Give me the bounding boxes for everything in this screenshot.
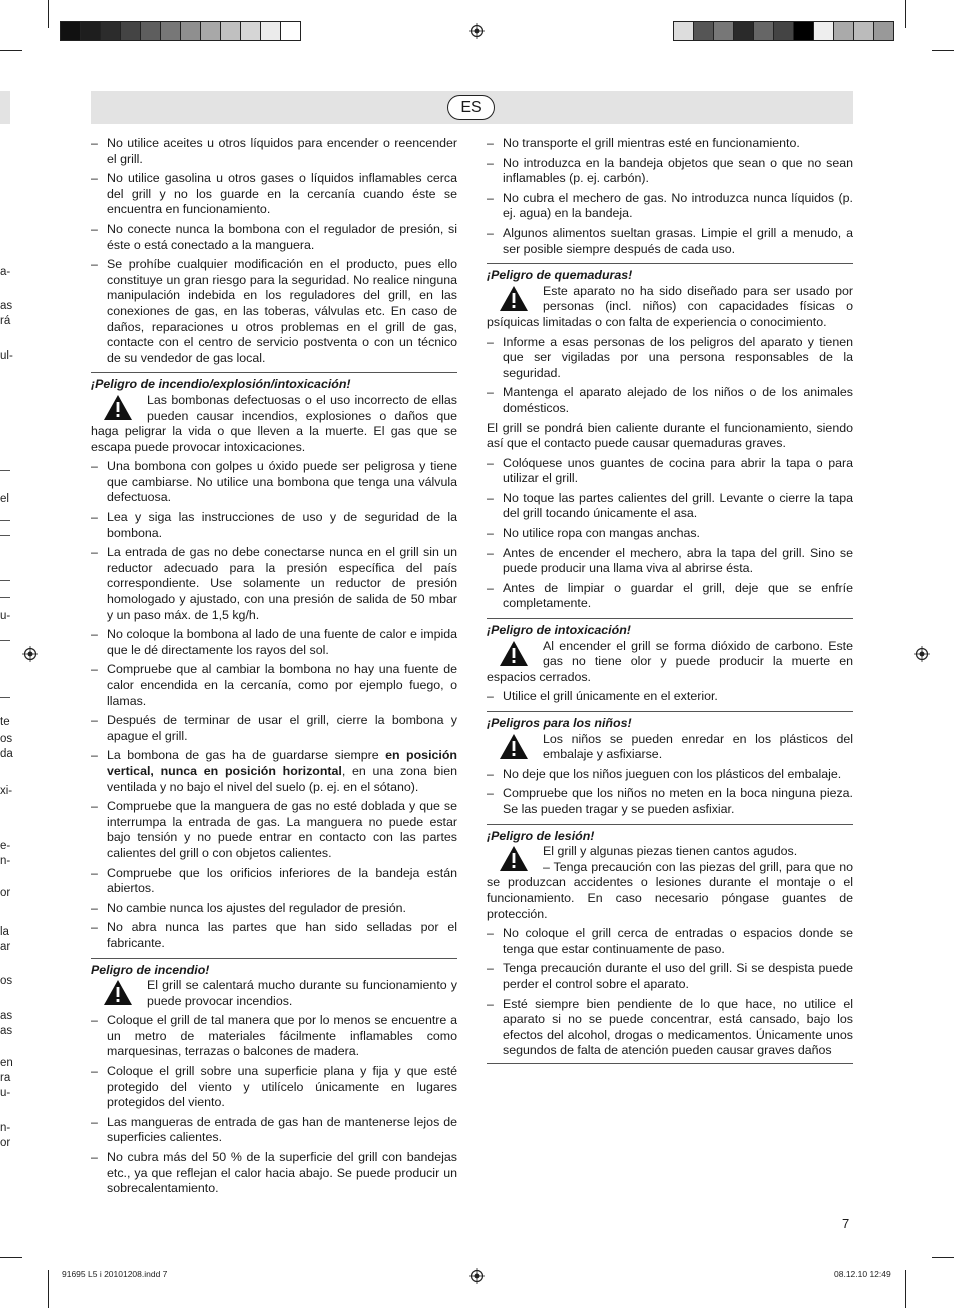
list-item: – La entrada de gas no debe conectarse nunca en el grill sin un reductor adecuado para la presión específica del país correspondiente. Use solamente un reductor de presión homologado y ajustado, con una presión de salida de 50 mbar y un paso máx. de 1,5 kg/h. xyxy=(91,545,457,623)
warning-title: ¡Peligro de lesión! xyxy=(487,824,853,845)
color-swatch xyxy=(260,21,281,41)
page-fragment-rule xyxy=(0,697,10,698)
bullet-list xyxy=(91,748,457,795)
warning-text: Las bombonas defectuosas o el uso incorrecto de ellas pueden causar incendios, explosiones o daños que haga peligrar la vida o que lleven a la muerte. El gas que se escapa puede provocar intoxicaciones. xyxy=(91,392,457,454)
crop-mark xyxy=(932,1257,954,1258)
warning-title: ¡Peligros para los niños! xyxy=(487,711,853,732)
list-item: – No cubra el mechero de gas. No introduzca nunca líquidos (p. ej. agua) en la bandeja. xyxy=(487,191,853,222)
page-fragment-text: la xyxy=(0,926,9,938)
list-item: – No cambie nunca los ajustes del regulador de presión. xyxy=(91,901,457,917)
bullet-list xyxy=(91,799,457,951)
list-item: – Utilice el grill únicamente en el exterior. xyxy=(487,689,853,705)
list-item: – Compruebe que la manguera de gas no esté doblada y que se interrumpa la entrada de gas. La manguera no puede estar bajo tensión y no puede entrar en contacto con las partes calientes del grill o con objetos calientes. xyxy=(91,799,457,861)
bullet-list xyxy=(91,459,457,744)
color-swatch xyxy=(773,21,794,41)
color-swatch xyxy=(100,21,121,41)
list-item: – Se prohíbe cualquier modificación en el producto, pues ello constituye un gran riesgo para la seguridad. No realice ninguna manipulación indebida en los reguladores del grill, en las conexiones de gas, en las toberas, válvulas etc. En caso de daños, reparaciones u otros problemas en el grill de gas, contacte con el centro de servicio postventa o con un técnico de su vendedor de gas local. xyxy=(91,257,457,366)
crop-mark xyxy=(48,0,49,28)
list-item: – Lea y siga las instrucciones de uso y de seguridad de la bombona. xyxy=(91,510,457,541)
crop-mark xyxy=(905,0,906,28)
warning-text: Al encender el grill se forma dióxido de carbono. Este gas no tiene olor y puede producir la muerte en espacios cerrados. xyxy=(487,638,853,684)
bullet-list xyxy=(487,689,853,705)
color-swatch xyxy=(240,21,261,41)
warning-title: ¡Peligro de intoxicación! xyxy=(487,618,853,639)
list-item: – Tenga precaución durante el uso del grill. Si se despista puede perder el control sobre el aparato. xyxy=(487,961,853,992)
warning-triangle-icon xyxy=(103,979,133,1006)
warning-text: Este aparato no ha sido diseñado para ser usado por personas (incl. niños) con capacidades físicas o psíquicas limitadas o con falta de experiencia o conocimiento. xyxy=(487,283,853,329)
bullet-list xyxy=(487,767,853,818)
page-fragment-text: ul- xyxy=(0,350,13,362)
list-item: – No deje que los niños jueguen con los plásticos del embalaje. xyxy=(487,767,853,783)
list-item: – La bombona de gas ha de guardarse siempre en posición vertical, nunca en posición horizontal, en una zona bien ventilada y no bajo el nivel del suelo (p. ej. en el sótano). xyxy=(91,748,457,795)
page-fragment-rule xyxy=(0,520,10,521)
page-fragment-rule xyxy=(0,580,10,581)
crop-mark xyxy=(48,1270,49,1308)
paragraph: El grill se pondrá bien caliente durante el funcionamiento, siendo así que el contacto puede causar quemaduras graves. xyxy=(487,420,853,451)
bullet-list xyxy=(487,136,853,257)
list-item: – No utilice aceites u otros líquidos para encender o reencender el grill. xyxy=(91,136,457,167)
color-swatch xyxy=(673,21,694,41)
registration-mark-icon xyxy=(469,23,485,39)
page-fragment-rule xyxy=(0,470,10,471)
color-swatch xyxy=(200,21,221,41)
crop-mark xyxy=(905,1270,906,1308)
color-swatch xyxy=(833,21,854,41)
list-item: – No abra nunca las partes que han sido selladas por el fabricante. xyxy=(91,920,457,951)
list-item: – Antes de limpiar o guardar el grill, deje que se enfríe completamente. xyxy=(487,581,853,612)
color-swatch xyxy=(160,21,181,41)
footer-timestamp: 08.12.10 12:49 xyxy=(834,1269,891,1279)
bullet-list xyxy=(91,136,457,366)
list-item: – No utilice ropa con mangas anchas. xyxy=(487,526,853,542)
page-fragment-text: en xyxy=(0,1057,13,1069)
page-fragment-text: ar xyxy=(0,941,11,953)
list-item: – Colóquese unos guantes de cocina para abrir la tapa o para utilizar el grill. xyxy=(487,456,853,487)
page-fragment-text: el xyxy=(0,493,9,505)
color-swatch xyxy=(693,21,714,41)
warning-triangle-icon xyxy=(499,285,529,312)
page-fragment-text: as xyxy=(0,300,13,312)
page-fragment-text: or xyxy=(0,1137,11,1149)
warning-title: ¡Peligro de incendio/explosión/intoxicación! xyxy=(91,372,457,393)
page-fragment-text: os xyxy=(0,975,13,987)
bullet-list xyxy=(487,926,853,1059)
page-fragment-text: u- xyxy=(0,610,11,622)
list-item: – No coloque el grill cerca de entradas o espacios donde se tenga que estar continuamente de paso. xyxy=(487,926,853,957)
prev-page-band xyxy=(0,91,10,124)
color-swatch xyxy=(813,21,834,41)
color-swatch xyxy=(713,21,734,41)
page-number: 7 xyxy=(842,1216,850,1231)
page-fragment-rule xyxy=(0,597,10,598)
warning-title: Peligro de incendio! xyxy=(91,958,457,979)
warning-triangle-icon xyxy=(103,394,133,421)
warning-triangle-icon xyxy=(499,640,529,667)
color-swatch xyxy=(60,21,81,41)
list-item: – Coloque el grill de tal manera que por lo menos se encuentre a un metro de materiales fácilmente inflamables como marquesinas, terrazas o balcones de madera. xyxy=(91,1013,457,1060)
list-item: – No coloque la bombona al lado de una fuente de calor e impida que le dé directamente los rayos del sol. xyxy=(91,627,457,658)
page-fragment-rule xyxy=(0,640,10,641)
list-item: – No transporte el grill mientras esté en funcionamiento. xyxy=(487,136,853,152)
list-item: – Esté siempre bien pendiente de lo que hace, no utilice el aparato si no se puede concentrar, está cansado, bajo los efectos del alcohol, drogas o medicamentos. Únicamente unos segundos de falta de atención pueden causar graves daños xyxy=(487,997,853,1059)
color-swatch xyxy=(793,21,814,41)
page-fragment-text: n- xyxy=(0,1122,11,1134)
list-item: – Una bombona con golpes u óxido puede ser peligrosa y tiene que cambiarse. No utilice una bombona que tenga una válvula defectuosa. xyxy=(91,459,457,506)
page-fragment-text: ra xyxy=(0,1072,11,1084)
color-swatch xyxy=(140,21,161,41)
color-swatch xyxy=(180,21,201,41)
color-swatch xyxy=(120,21,141,41)
color-swatch xyxy=(280,21,301,41)
warning-triangle-icon xyxy=(499,845,529,872)
list-item: – Las mangueras de entrada de gas han de mantenerse lejos de superficies calientes. xyxy=(91,1115,457,1146)
warning-text: El grill y algunas piezas tienen cantos agudos. – Tenga precaución con las piezas del grill, para que no se produzcan accidentes o lesiones durante el montaje o el funcionamiento. En caso necesario póngase guantes de protección. xyxy=(487,844,853,921)
warning-text: El grill se calentará mucho durante su funcionamiento y puede provocar incendios. xyxy=(91,978,457,1009)
page-fragment-text: or xyxy=(0,887,11,899)
color-swatch xyxy=(873,21,894,41)
list-item: – Informe a esas personas de los peligros del aparato y tienen que ser vigiladas por una persona responsables de la seguridad. xyxy=(487,335,853,382)
list-item: – No utilice gasolina u otros gases o líquidos inflamables cerca del grill y no los guarde en la cercanía cuando éste se encuentra en funcionamiento. xyxy=(91,171,457,218)
list-item: – No cubra más del 50 % de la superficie del grill con bandejas etc., ya que reflejan el calor hacia abajo. Se puede producir un sobrecalentamiento. xyxy=(91,1150,457,1197)
page-fragment-text: da xyxy=(0,748,13,760)
list-item: – No toque las partes calientes del grill. Levante o cierre la tapa del grill tocando únicamente el asa. xyxy=(487,491,853,522)
right-column xyxy=(487,136,853,1064)
list-item: – Coloque el grill sobre una superficie plana y fija y que esté protegido del viento y utilícelo únicamente en lugares protegidos del viento. xyxy=(91,1064,457,1111)
color-swatch xyxy=(733,21,754,41)
bullet-list xyxy=(487,456,853,612)
list-item: – No introduzca en la bandeja objetos que sean o que no sean inflamables (p. ej. carbón). xyxy=(487,156,853,187)
warning-triangle-icon xyxy=(499,733,529,760)
page-fragment-text: as xyxy=(0,1010,13,1022)
registration-mark-icon xyxy=(914,646,930,662)
page-fragment-text: u- xyxy=(0,1087,11,1099)
page-fragment-text: n- xyxy=(0,855,11,867)
left-column xyxy=(91,136,457,1201)
page-fragment-text: te xyxy=(0,716,10,728)
list-item: – Compruebe que los niños no meten en la boca ninguna pieza. Se las pueden tragar y se pueden asfixiar. xyxy=(487,786,853,817)
color-swatch xyxy=(80,21,101,41)
warning-text: Los niños se pueden enredar en los plásticos del embalaje y asfixiarse. xyxy=(487,732,853,763)
color-swatch xyxy=(220,21,241,41)
page-fragment-rule xyxy=(0,535,10,536)
crop-mark xyxy=(932,50,954,51)
color-swatch xyxy=(753,21,774,41)
footer-filename: 91695 L5 i 20101208.indd 7 xyxy=(62,1269,168,1279)
warning-title: ¡Peligro de quemaduras! xyxy=(487,263,853,284)
list-item: – Compruebe que al cambiar la bombona no hay una fuente de calor encendida en la cercanía, como por ejemplo fuego, o llamas. xyxy=(91,662,457,709)
registration-mark-icon xyxy=(22,646,38,662)
bullet-list xyxy=(487,335,853,417)
list-item: – Compruebe que los orificios inferiores de la bandeja están abiertos. xyxy=(91,866,457,897)
page-fragment-text: os xyxy=(0,733,13,745)
list-item: – Algunos alimentos sueltan grasas. Limpie el grill a menudo, a ser posible siempre después de cada uso. xyxy=(487,226,853,257)
crop-mark xyxy=(0,50,22,51)
list-item: – No conecte nunca la bombona con el regulador de presión, si éste o está conectado a la manguera. xyxy=(91,222,457,253)
page-fragment-text: rá xyxy=(0,315,11,327)
page-fragment-text: a- xyxy=(0,266,11,278)
page-fragment-text: as xyxy=(0,1025,13,1037)
section-rule xyxy=(487,1063,853,1064)
page-fragment-text: e- xyxy=(0,840,11,852)
page-fragment-text: xi- xyxy=(0,785,13,797)
list-item: – Antes de encender el mechero, abra la tapa del grill. Sino se puede producir una llama viva al abrirse ésta. xyxy=(487,546,853,577)
bullet-list xyxy=(91,1013,457,1197)
list-item: – Mantenga el aparato alejado de los niños o de los animales domésticos. xyxy=(487,385,853,416)
list-item: – Después de terminar de usar el grill, cierre la bombona y apague el grill. xyxy=(91,713,457,744)
color-swatch xyxy=(853,21,874,41)
crop-mark xyxy=(0,1257,22,1258)
language-badge: ES xyxy=(447,95,495,120)
registration-mark-icon xyxy=(469,1268,485,1284)
